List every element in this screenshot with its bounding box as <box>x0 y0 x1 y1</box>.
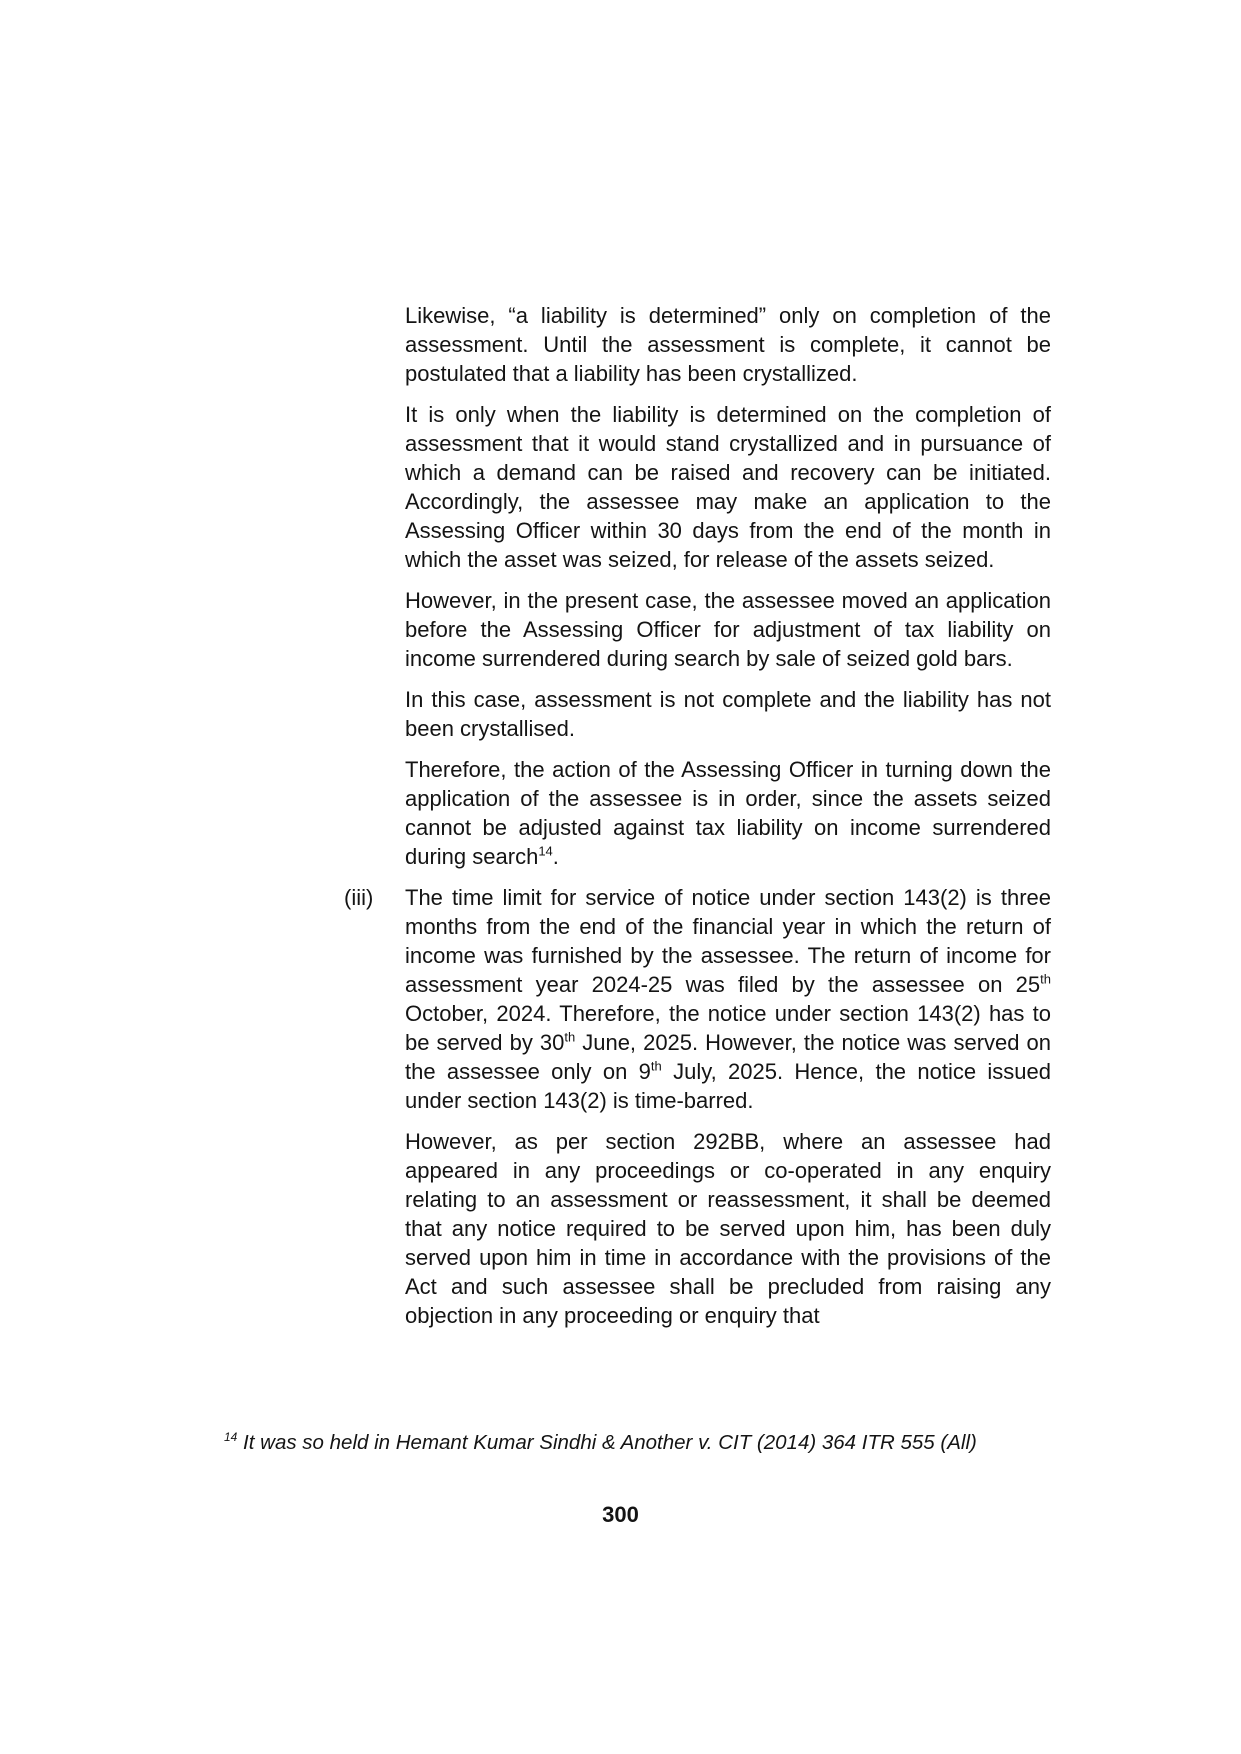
paragraph-conclusion <box>405 755 1051 871</box>
paragraph-assessment-not-complete: In this case, assessment is not complete and the liability has not been crystallised. <box>405 687 1051 741</box>
paragraph-liability-determined: Likewise, “a liability is determined” only on completion of the assessment. Until the assessment is complete, it cannot be postulated that a liability has been crystallized. <box>405 303 1051 386</box>
footnote-text: It was so held in Hemant Kumar Sindhi & Another v. CIT (2014) 364 ITR 555 (All) <box>237 1431 977 1454</box>
ordinal-suffix-2: th <box>564 1029 576 1045</box>
list-item-iii <box>344 883 1051 1330</box>
main-content <box>344 301 1051 1342</box>
ordinal-suffix-1: th <box>1040 971 1051 987</box>
paragraph-conclusion-text: Therefore, the action of the Assessing Officer in turning down the application of the assessee is in order, since the assets seized cannot be adjusted against tax liability on income surrendered during search <box>405 757 1051 869</box>
time-limit-text-d: July, 2025. Hence, the notice issued under section 143(2) is time-barred. <box>405 1059 1051 1113</box>
paragraph-present-case: However, in the present case, the assessee moved an application before the Assessing Officer for adjustment of tax liability on income surrendered during search by sale of seized gold bars. <box>405 588 1051 671</box>
time-limit-text-a: The time limit for service of notice under section 143(2) is three months from the end of the financial year in which the return of income was furnished by the assessee. The return of income for assessment year 2024-25 was filed by the assessee on 25 <box>405 885 1051 997</box>
paragraph-section-292bb: However, as per section 292BB, where an assessee had appeared in any proceedings or co-operated in any enquiry relating to an assessment or reassessment, it shall be deemed that any notice required to be served upon him, has been duly served upon him in time in accordance with the provisions of the Act and such assessee shall be precluded from raising any objection in any proceeding or enquiry that <box>405 1129 1051 1328</box>
footnote-reference: 14 <box>538 843 553 859</box>
list-item-label: (iii) <box>344 885 374 910</box>
footnote-number: 14 <box>224 1430 238 1445</box>
time-limit-text-b: October, 2024. Therefore, the notice under section 143(2) has to be served by 30 <box>405 1001 1051 1055</box>
paragraph-conclusion-end: . <box>552 844 559 869</box>
paragraph-time-limit <box>405 883 1051 1115</box>
page-number: 300 <box>602 1502 639 1527</box>
time-limit-text-c: June, 2025. However, the notice was served on the assessee only on 9 <box>405 1030 1051 1084</box>
footnote <box>224 1430 1054 1456</box>
ordinal-suffix-3: th <box>650 1058 662 1074</box>
paragraph-liability-crystallized: It is only when the liability is determined on the completion of assessment that it would stand crystallized and in pursuance of which a demand can be raised and recovery can be initiated. Accordingly, the assessee may make an application to the Assessing Officer within 30 days from the end of the month in which the asset was seized, for release of the assets seized. <box>405 402 1051 572</box>
